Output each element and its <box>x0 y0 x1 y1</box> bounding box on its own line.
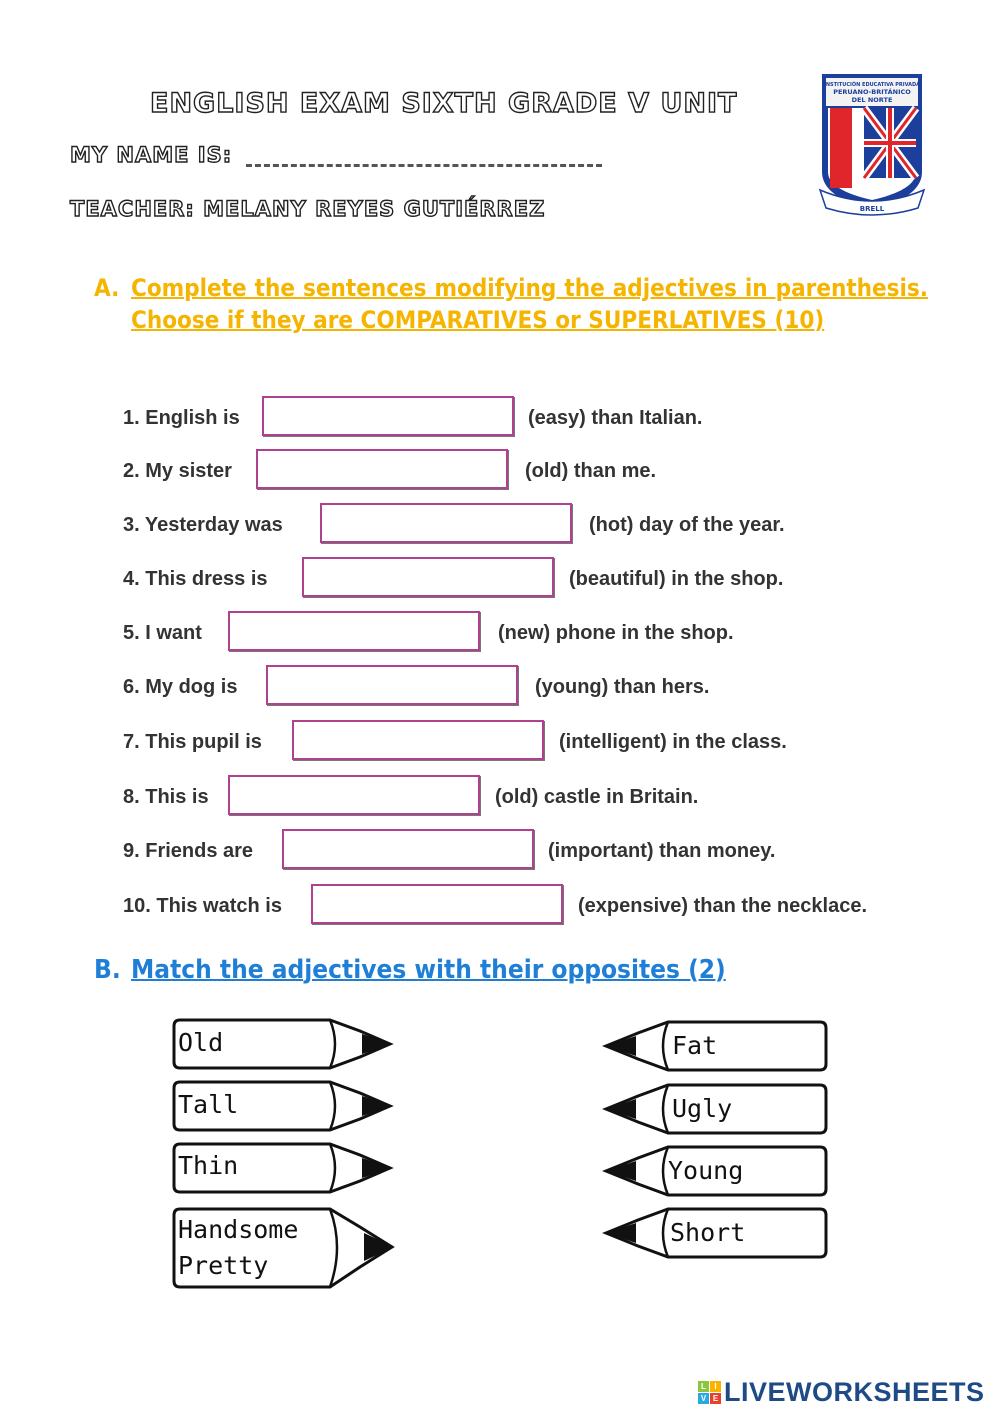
section-a-instruction: Complete the sentences modifying the adjectives in parenthesis. Choose if they are COMPARATIVES or SUPERLATIVES (10) <box>131 274 928 334</box>
sentence-suffix: (expensive) than the necklace. <box>578 895 868 917</box>
sentence-prefix: 2. My sister <box>123 460 232 482</box>
adjective-word: Thin <box>178 1151 239 1180</box>
opposite-word: Young <box>668 1156 744 1185</box>
answer-input-1[interactable] <box>262 396 514 436</box>
pencil-left-old[interactable] <box>172 1018 396 1070</box>
logo-block: L <box>698 1381 709 1392</box>
name-label: MY NAME IS: <box>70 143 233 167</box>
answer-input-8[interactable] <box>228 775 480 815</box>
sentence-suffix: (beautiful) in the shop. <box>569 568 784 590</box>
logo-block: I <box>710 1381 721 1392</box>
answer-input-10[interactable] <box>311 884 563 924</box>
answer-input-9[interactable] <box>282 829 534 869</box>
svg-text:DEL NORTE: DEL NORTE <box>851 96 893 104</box>
pencil-left-handsome-pretty[interactable] <box>172 1207 396 1289</box>
svg-text:BRELL: BRELL <box>859 205 885 213</box>
sentence-suffix: (important) than money. <box>548 840 776 862</box>
adjective-word: Handsome <box>178 1215 299 1244</box>
answer-input-7[interactable] <box>292 720 544 760</box>
exam-title: ENGLISH EXAM SIXTH GRADE V UNIT <box>150 88 738 119</box>
sentence-suffix: (new) phone in the shop. <box>498 622 734 644</box>
pencil-left-thin[interactable] <box>172 1142 396 1194</box>
liveworksheets-logo[interactable] <box>698 1377 985 1408</box>
opposite-word: Ugly <box>672 1094 733 1123</box>
logo-block: V <box>698 1393 709 1404</box>
adjective-word: Tall <box>178 1090 239 1119</box>
section-b-instruction: Match the adjectives with their opposites (2) <box>131 955 726 985</box>
answer-input-3[interactable] <box>320 503 572 543</box>
sentence-prefix: 3. Yesterday was <box>123 514 283 536</box>
brand-name: LIVEWORKSHEETS <box>724 1377 985 1407</box>
answer-input-2[interactable] <box>256 449 508 489</box>
opposite-word: Fat <box>672 1031 718 1060</box>
sentence-suffix: (hot) day of the year. <box>589 514 785 536</box>
sentence-prefix: 5. I want <box>123 622 202 644</box>
section-letter: A. <box>94 274 120 302</box>
sentence-prefix: 4. This dress is <box>123 568 268 590</box>
sentence-suffix: (intelligent) in the class. <box>559 731 787 753</box>
opposite-word: Short <box>670 1218 746 1247</box>
section-b-heading <box>94 955 726 985</box>
sentence-prefix: 6. My dog is <box>123 676 238 698</box>
name-blank-line <box>246 148 602 167</box>
pencil-right-ugly[interactable] <box>602 1083 828 1135</box>
pencil-right-young[interactable] <box>602 1145 828 1197</box>
live-blocks-icon <box>698 1381 721 1404</box>
adjective-word: Pretty <box>178 1251 269 1280</box>
teacher-name: TEACHER: MELANY REYES GUTIÉRREZ <box>70 197 546 221</box>
sentence-prefix: 9. Friends are <box>123 840 254 862</box>
answer-input-6[interactable] <box>266 665 518 705</box>
sentence-prefix: 10. This watch is <box>123 895 282 917</box>
sentence-suffix: (young) than hers. <box>535 676 710 698</box>
sentence-suffix: (old) castle in Britain. <box>495 786 699 808</box>
pencil-right-fat[interactable] <box>602 1020 828 1072</box>
sentence-suffix: (old) than me. <box>525 460 657 482</box>
answer-input-5[interactable] <box>228 611 480 651</box>
section-a-heading <box>94 272 928 336</box>
sentence-prefix: 1. English is <box>123 407 240 429</box>
pencil-right-short[interactable] <box>602 1207 828 1259</box>
sentence-prefix: 8. This is <box>123 786 209 808</box>
svg-text:PERUANO-BRITÁNICO: PERUANO-BRITÁNICO <box>833 88 911 96</box>
sentence-prefix: 7. This pupil is <box>123 731 262 753</box>
pencil-left-tall[interactable] <box>172 1080 396 1132</box>
svg-text:INSTITUCIÓN EDUCATIVA PRIVADA: INSTITUCIÓN EDUCATIVA PRIVADA <box>823 82 921 88</box>
section-letter: B. <box>94 955 121 985</box>
logo-block: E <box>710 1393 721 1404</box>
school-crest-logo <box>818 72 926 218</box>
sentence-suffix: (easy) than Italian. <box>528 407 703 429</box>
adjective-word: Old <box>178 1028 224 1057</box>
answer-input-4[interactable] <box>302 557 554 597</box>
